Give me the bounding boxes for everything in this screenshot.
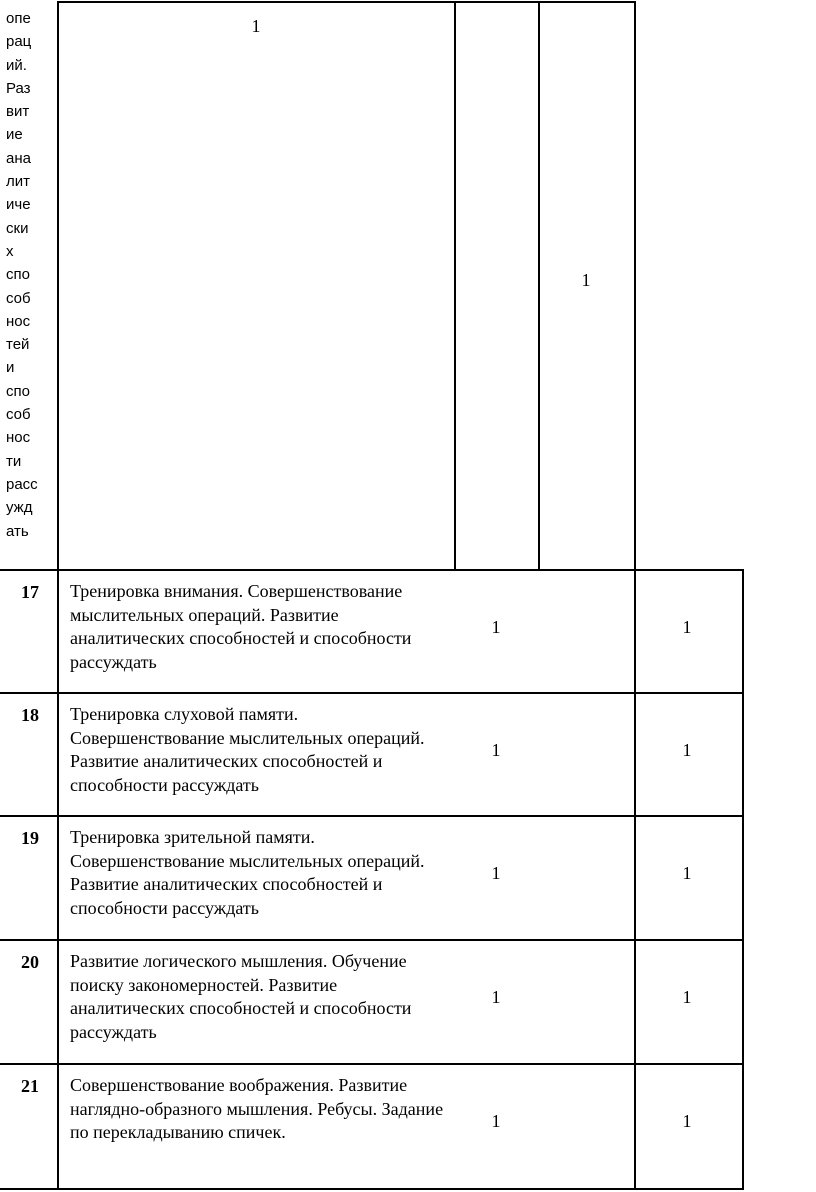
- row-divider: [0, 939, 744, 941]
- hours-value: 1: [581, 270, 591, 290]
- row-divider: [0, 692, 744, 694]
- topic-fragment-line: спо: [6, 382, 30, 400]
- row-divider: [0, 569, 744, 571]
- topic-text: Тренировка внимания. Совершенствование мыслительных операций. Развитие аналитических способностей и способности рассуждать: [70, 581, 412, 672]
- row-divider: [0, 815, 744, 817]
- hours-value: 1: [682, 1111, 692, 1131]
- topic-fragment-line: ий.: [6, 56, 27, 74]
- hours-value: 1: [491, 1111, 501, 1131]
- hours-value: 1: [682, 740, 692, 760]
- column-divider: [742, 569, 744, 1190]
- topic-fragment-line: и: [6, 359, 15, 377]
- topic-fragment-line: ие: [6, 126, 23, 144]
- topic-fragment-line: соб: [6, 289, 31, 307]
- row-number: 17: [21, 582, 39, 602]
- hours-value: 1: [491, 987, 501, 1007]
- topic-fragment-line: иче: [6, 196, 31, 214]
- hours-value: 1: [682, 863, 692, 883]
- hours-value: 1: [491, 863, 501, 883]
- column-divider: [454, 1, 456, 570]
- row-number: 19: [21, 828, 39, 848]
- column-divider: [634, 1, 636, 1190]
- hours-value: 1: [251, 16, 261, 36]
- topic-fragment-line: рац: [6, 33, 32, 51]
- row-number: 21: [21, 1076, 39, 1096]
- column-divider: [538, 1, 540, 570]
- table-border-top: [58, 1, 636, 3]
- topic-fragment-line: ти: [6, 452, 22, 470]
- hours-value: 1: [491, 617, 501, 637]
- topic-fragment-line: нос: [6, 429, 31, 447]
- topic-fragment-line: ски: [6, 219, 29, 237]
- topic-fragment-line: тей: [6, 336, 30, 354]
- topic-fragment-line: х: [6, 242, 14, 260]
- row-number: 20: [21, 952, 39, 972]
- topic-text: Тренировка зрительной памяти. Совершенствование мыслительных операций. Развитие аналитических способностей и способности рассуждать: [70, 827, 425, 918]
- topic-fragment-line: нос: [6, 312, 31, 330]
- topic-fragment-line: ана: [6, 149, 31, 167]
- row-divider: [0, 1063, 744, 1065]
- topic-text: Тренировка слуховой памяти. Совершенствование мыслительных операций. Развитие аналитических способностей и способности рассуждать: [70, 704, 425, 795]
- topic-text: Совершенствование воображения. Развитие наглядно-образного мышления. Ребусы. Задание по перекладыванию спичек.: [70, 1075, 444, 1142]
- topic-fragment-line: Раз: [6, 79, 31, 97]
- topic-fragment-line: опе: [6, 10, 31, 27]
- topic-fragment-line: расс: [6, 475, 38, 493]
- column-divider: [57, 1, 59, 1190]
- row-number: 18: [21, 705, 39, 725]
- topic-fragment-line: лит: [6, 173, 31, 191]
- topic-fragment-line: спо: [6, 266, 30, 284]
- topic-fragment-cell: [6, 7, 54, 543]
- hours-value: 1: [682, 987, 692, 1007]
- topic-fragment-line: вит: [6, 103, 30, 121]
- hours-value: 1: [682, 617, 692, 637]
- topic-fragment-line: ужд: [6, 499, 33, 517]
- table-border-bottom: [0, 1188, 744, 1190]
- topic-fragment-line: ать: [6, 522, 29, 540]
- topic-text: Развитие логического мышления. Обучение поиску закономерностей. Развитие аналитических способностей и способности рассуждать: [70, 951, 412, 1042]
- topic-fragment-line: соб: [6, 406, 31, 424]
- hours-value: 1: [491, 740, 501, 760]
